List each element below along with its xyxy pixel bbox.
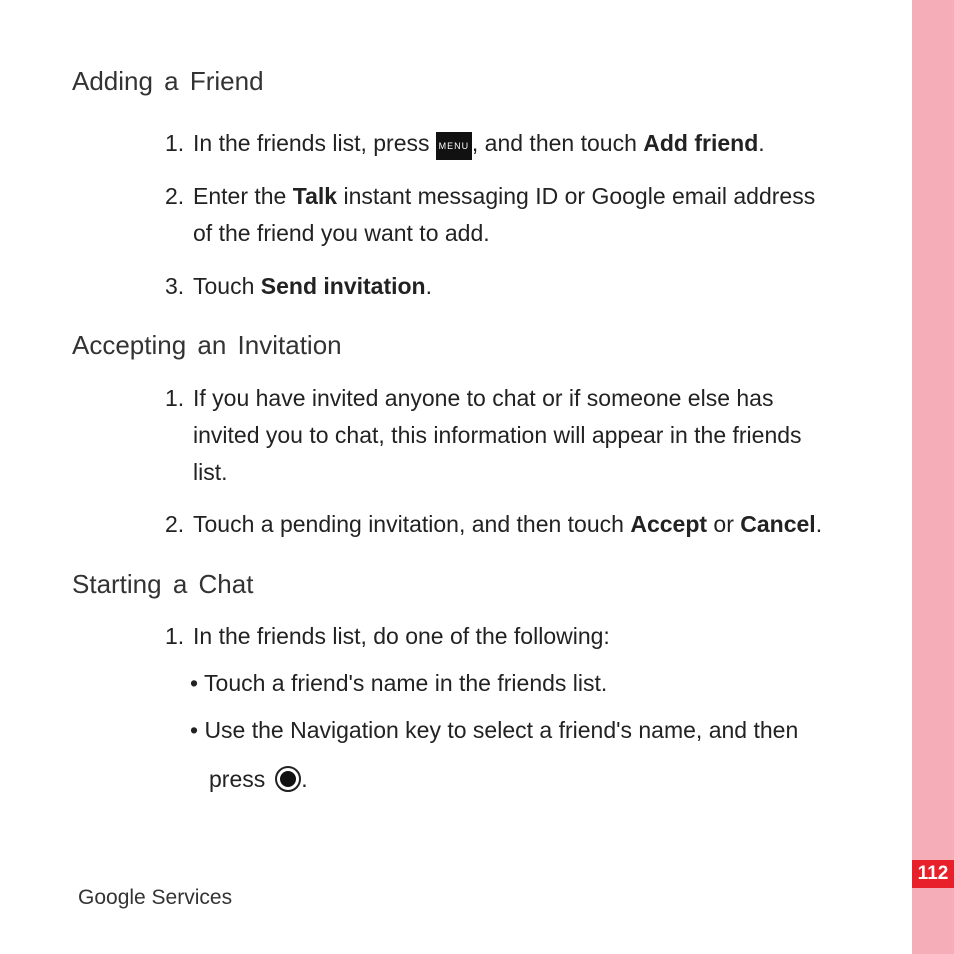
page-number: 112: [912, 860, 954, 888]
step-add-3: 3. Touch Send invitation.: [165, 273, 432, 299]
bullet-navigation-key: • Use the Navigation key to select a friend's name, and then: [190, 717, 799, 743]
heading-adding-a-friend: Adding a Friend: [72, 66, 264, 96]
heading-accepting-an-invitation: Accepting an Invitation: [72, 330, 342, 360]
heading-starting-a-chat: Starting a Chat: [72, 569, 254, 599]
step-add-2: 2. Enter the Talk instant messaging ID or Google email address of the friend you want to add.: [165, 183, 816, 246]
bullet-navigation-key-cont: press .: [209, 766, 308, 792]
step-accept-1: 1. If you have invited anyone to chat or if someone else has invited you to chat, this information will appear in the friends list.: [165, 385, 802, 485]
menu-key-icon: MENU: [436, 132, 472, 160]
step-chat-1: 1. In the friends list, do one of the following:: [165, 623, 610, 649]
footer-section-name: Google Services: [78, 886, 233, 909]
trackball-icon: [275, 766, 301, 792]
step-add-1: 1. In the friends list, press MENU , and then touch Add friend.: [165, 125, 895, 162]
page-edge-tab: [912, 0, 954, 954]
step-accept-2: 2. Touch a pending invitation, and then touch Accept or Cancel.: [165, 511, 823, 537]
bullet-touch-name: • Touch a friend's name in the friends list.: [190, 670, 608, 696]
